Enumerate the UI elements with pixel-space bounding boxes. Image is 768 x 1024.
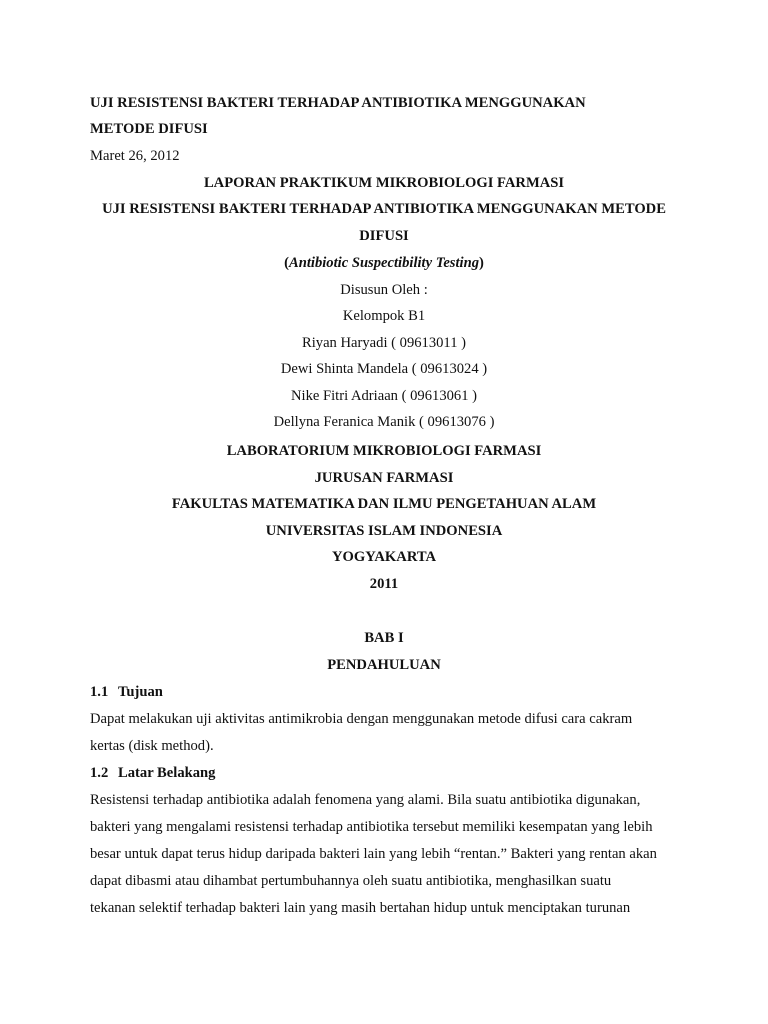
section-number: 1.1 — [90, 684, 109, 700]
subtitle-close-paren: ) — [479, 255, 484, 271]
member-1: Riyan Haryadi ( 09613011 ) — [301, 335, 466, 351]
report-subtitle — [0, 254, 768, 272]
member-2: Dewi Shinta Mandela ( 09613024 ) — [280, 361, 488, 377]
institution-year: 2011 — [369, 576, 399, 592]
subtitle-open-paren: ( — [284, 255, 289, 271]
document-title-line-2: METODE DIFUSI — [90, 121, 208, 137]
paragraph-line: besar untuk dapat terus hidup daripada bakteri lain yang lebih “rentan.” Bakteri yang rentan akan — [90, 846, 657, 862]
chapter-title: PENDAHULUAN — [327, 657, 441, 673]
paragraph-line: Dapat melakukan uji aktivitas antimikrobia dengan menggunakan metode difusi cara cakram — [90, 711, 633, 727]
section-heading-tujuan — [90, 683, 163, 701]
institution-laboratory: LABORATORIUM MIKROBIOLOGI FARMASI — [226, 443, 542, 459]
chapter-number: BAB I — [364, 630, 404, 646]
subtitle-text: Antibiotic Suspectibility Testing — [288, 255, 479, 271]
document-title-line-1: UJI RESISTENSI BAKTERI TERHADAP ANTIBIOTIKA MENGGUNAKAN — [90, 95, 586, 111]
report-title-line-1: UJI RESISTENSI BAKTERI TERHADAP ANTIBIOTIKA MENGGUNAKAN METODE — [102, 201, 666, 217]
section-number: 1.2 — [90, 765, 109, 781]
section-title: Tujuan — [118, 684, 163, 700]
report-type: LAPORAN PRAKTIKUM MIKROBIOLOGI FARMASI — [203, 175, 565, 191]
report-title-line-2: DIFUSI — [359, 228, 409, 244]
institution-department: JURUSAN FARMASI — [314, 470, 454, 486]
post-date: Maret 26, 2012 — [90, 148, 180, 164]
paragraph-line: bakteri yang mengalami resistensi terhadap antibiotika tersebut memiliki kesempatan yang lebih — [90, 819, 653, 835]
institution-faculty: FAKULTAS MATEMATIKA DAN ILMU PENGETAHUAN ALAM — [171, 496, 597, 512]
paragraph-line: kertas (disk method). — [90, 738, 214, 754]
member-3: Nike Fitri Adriaan ( 09613061 ) — [290, 388, 478, 404]
group-name: Kelompok B1 — [342, 308, 426, 324]
paragraph-line: dapat dibasmi atau dihambat pertumbuhannya oleh suatu antibiotika, menghasilkan suatu — [90, 873, 612, 889]
paragraph-line: Resistensi terhadap antibiotika adalah fenomena yang alami. Bila suatu antibiotika digunakan, — [90, 792, 641, 808]
section-heading-latar-belakang — [90, 764, 215, 782]
institution-city: YOGYAKARTA — [331, 549, 437, 565]
section-title: Latar Belakang — [118, 765, 216, 781]
institution-university: UNIVERSITAS ISLAM INDONESIA — [265, 523, 503, 539]
member-4: Dellyna Feranica Manik ( 09613076 ) — [273, 414, 495, 430]
compiled-by-label: Disusun Oleh : — [340, 282, 428, 298]
paragraph-line: tekanan selektif terhadap bakteri lain yang masih bertahan hidup untuk menciptakan turunan — [90, 900, 631, 916]
